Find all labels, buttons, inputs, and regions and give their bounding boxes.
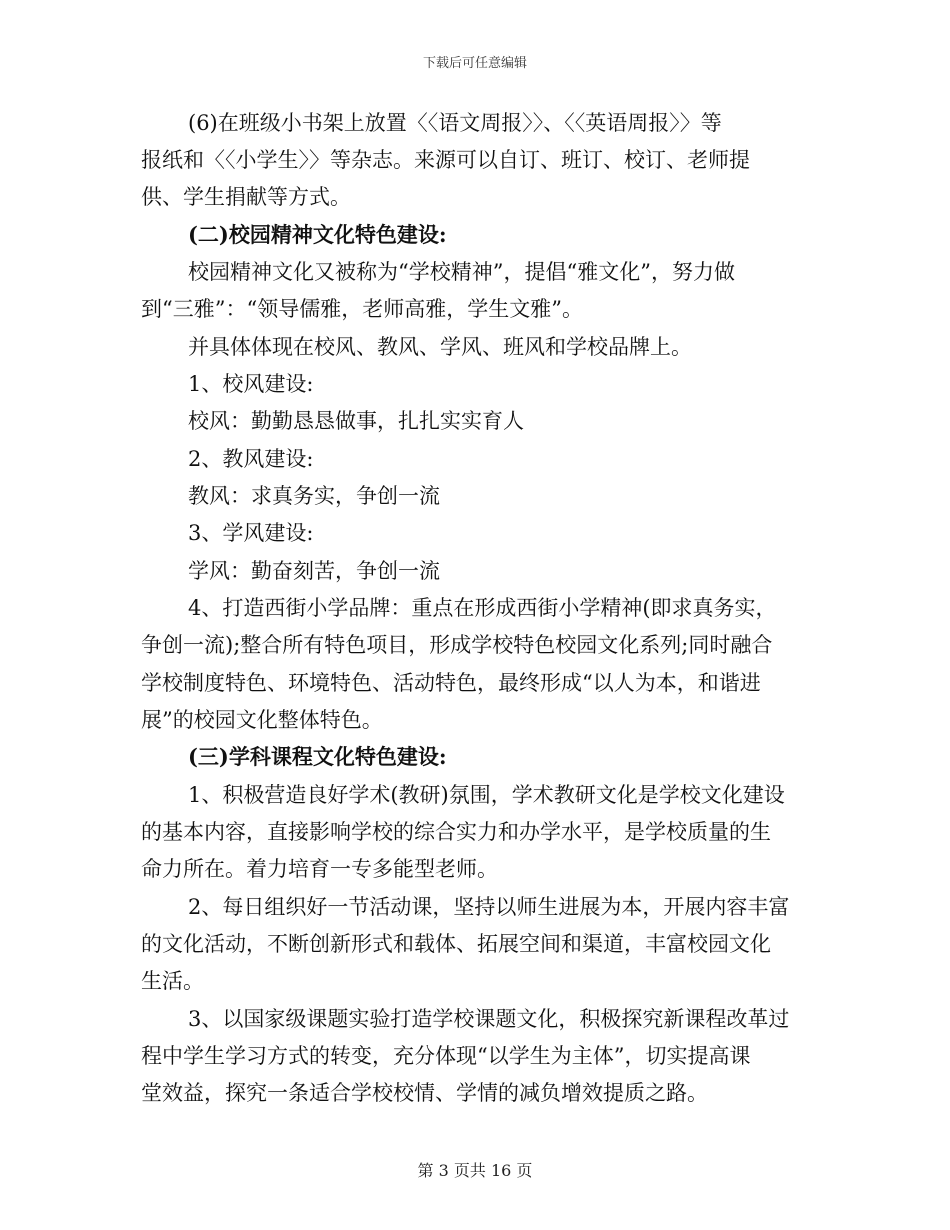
paragraph-line: 供、学生捐献等方式。 <box>141 185 351 209</box>
paragraph-line: 生活。 <box>141 969 204 993</box>
paragraph-line: 的基本内容，直接影响学校的综合实力和办学水平，是学校质量的生 <box>141 820 771 844</box>
paragraph-line: 3、以国家级课题实验打造学校课题文化，积极探究新课程改革过 <box>188 1007 790 1031</box>
paragraph-line: 校风：勤勤恳恳做事，扎扎实实育人 <box>188 409 524 433</box>
paragraph-line: 的文化活动，不断创新形式和载体、拓展空间和渠道，丰富校园文化 <box>141 932 771 956</box>
paragraph-line: 并具体体现在校风、教风、学风、班风和学校品牌上。 <box>188 335 692 359</box>
paragraph-line: 学风：勤奋刻苦，争创一流 <box>188 559 440 583</box>
page-header: 下载后可任意编辑 <box>422 56 527 71</box>
paragraph-line: 教风：求真务实，争创一流 <box>188 484 440 508</box>
paragraph-line: 2、每日组织好一节活动课，坚持以师生进展为本，开展内容丰富 <box>188 895 790 919</box>
paragraph-line: 到“三雅”：“领导儒雅，老师高雅，学生文雅”。 <box>141 297 583 321</box>
paragraph-line: 4、打造西街小学品牌：重点在形成西街小学精神(即求真务实， <box>188 596 777 620</box>
section-heading: (三)学科课程文化特色建设: <box>188 744 447 769</box>
paragraph-line: 1、校风建设: <box>188 372 314 396</box>
paragraph-line: 学校制度特色、环境特色、活动特色，最终形成“以人为本，和谐进 <box>141 671 761 695</box>
section-heading: (二)校园精神文化特色建设: <box>188 222 447 247</box>
paragraph-line: 命力所在。着力培育一专多能型老师。 <box>141 857 498 881</box>
paragraph-line: 校园精神文化又被称为“学校精神”，提倡“雅文化”，努力做 <box>188 260 735 284</box>
paragraph-line: 报纸和〈〈小学生〉〉等杂志。来源可以自订、班订、校订、老师提 <box>141 148 750 172</box>
paragraph-line: 争创一流);整合所有特色项目，形成学校特色校园文化系列;同时融合 <box>141 633 773 657</box>
paragraph-line: 3、学风建设: <box>188 521 314 545</box>
paragraph-line: 展”的校园文化整体特色。 <box>141 708 383 732</box>
paragraph-line: 堂效益，探究一条适合学校校情、学情的减负增效提质之路。 <box>141 1081 708 1105</box>
paragraph-line: 2、教风建设: <box>188 447 314 471</box>
paragraph-line: 程中学生学习方式的转变，充分体现“以学生为主体”，切实提高课 <box>141 1044 751 1068</box>
page-footer: 第 3 页共 16 页 <box>417 1161 533 1180</box>
paragraph-line: (6)在班级小书架上放置〈〈语文周报〉〉、〈〈英语周报〉〉等 <box>188 111 722 135</box>
paragraph-line: 1、积极营造良好学术(教研)氛围，学术教研文化是学校文化建设 <box>188 783 785 807</box>
